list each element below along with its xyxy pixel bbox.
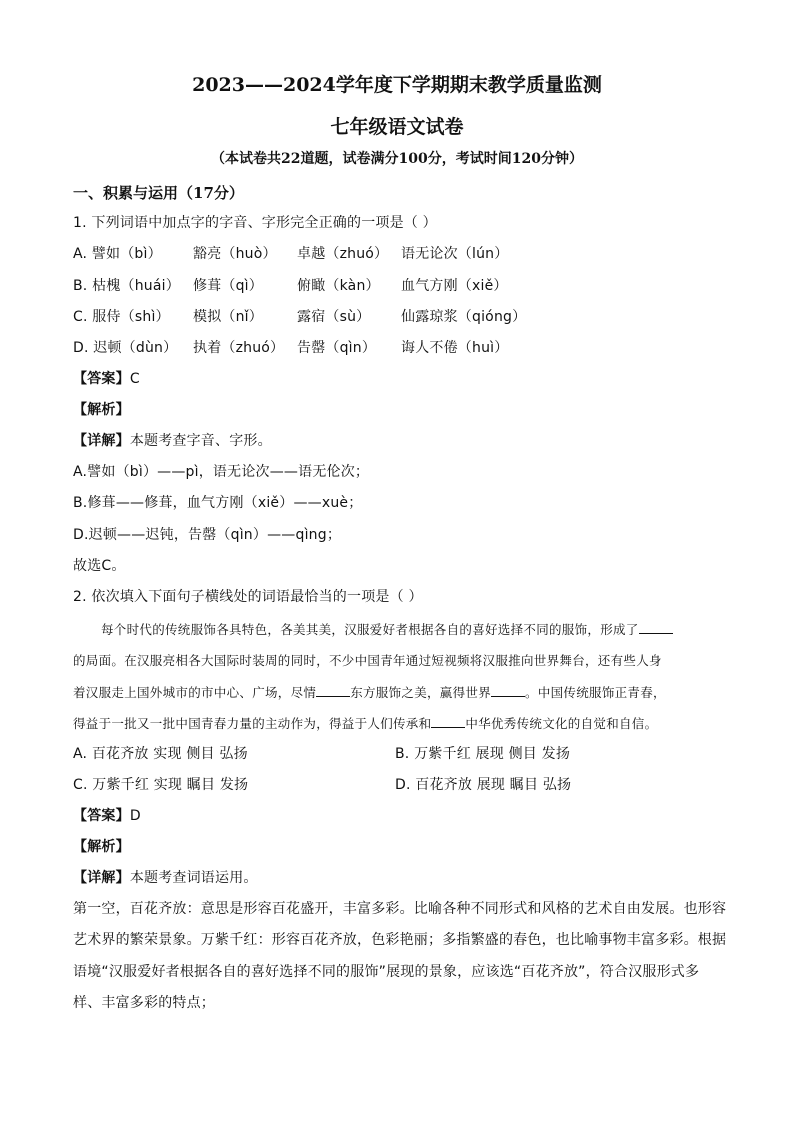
exam-note: （本试卷共22道题，试卷满分100分，考试时间120分钟） [211, 151, 583, 167]
question-2-options-row [73, 775, 571, 795]
option-cell: 语无论次（lún） [401, 246, 509, 262]
detail-line: B.修葺——修葺，血气方刚（xiě）——xuè； [73, 495, 363, 511]
passage-text: 东方服饰之美，赢得世界 [350, 685, 492, 700]
answer-value: D [129, 808, 141, 824]
question-2-answer [73, 806, 141, 826]
passage-line [101, 620, 673, 640]
passage-text: 每个时代的传统服饰各具特色，各美其美，汉服爱好者根据各自的喜好选择不同的服饰，形成了 [101, 622, 639, 637]
fill-blank [316, 684, 350, 697]
detail-line: 样、丰富多彩的特点； [73, 995, 215, 1011]
option-cell: B. 枯槐（huái） [73, 278, 180, 294]
question-1-answer [73, 369, 140, 389]
answer-value: C [129, 371, 140, 387]
question-2-options-row [73, 744, 570, 764]
passage-text: 着汉服走上国外城市的市中心、广场，尽情 [73, 685, 317, 700]
passage-line [73, 683, 666, 703]
detail-line: 语境“汉服爱好者根据各自的喜好选择不同的服饰”展现的景象，应该选“百花齐放”，符合汉服形式多 [73, 964, 700, 980]
fill-blank [491, 684, 525, 697]
option-cell: 模拟（nǐ） [193, 309, 263, 325]
option-cell: C. 服侍（shì） [73, 309, 170, 325]
detail-intro: 本题考查词语运用。 [129, 870, 258, 886]
option-cell: A. 譬如（bì） [73, 246, 162, 262]
option-b: B. 万紫千红 展现 侧目 发扬 [395, 746, 571, 762]
question-1-stem: 1. 下列词语中加点字的字音、字形完全正确的一项是（ ） [73, 215, 437, 231]
option-cell: 豁亮（huò） [193, 246, 277, 262]
question-2-analysis-label [73, 837, 130, 857]
option-cell: 仙露琼浆（qióng） [401, 309, 527, 325]
detail-line: 故选C。 [73, 558, 126, 574]
detail-label: 【详解】 [73, 870, 130, 886]
option-cell: 诲人不倦（huì） [401, 340, 509, 356]
exam-subtitle: 七年级语文试卷 [330, 116, 464, 138]
fill-blank [639, 621, 673, 634]
option-cell: 俯瞰（kàn） [297, 278, 380, 294]
detail-label: 【详解】 [73, 433, 130, 449]
passage-text: 得益于一批又一批中国青春力量的主动作为，得益于人们传承和 [73, 716, 432, 731]
detail-line: A.譬如（bì）——pì，语无论次——语无伦次； [73, 464, 370, 480]
analysis-label: 【解析】 [73, 839, 130, 855]
question-1-option-c [73, 307, 526, 327]
detail-intro: 本题考查字音、字形。 [129, 433, 272, 449]
detail-line: 艺术界的繁荣景象。万紫千红：形容百花齐放，色彩艳丽；多指繁盛的春色，也比喻事物丰富多彩。根据 [73, 932, 727, 948]
detail-line: 第一空，百花齐放：意思是形容百花盛开，丰富多彩。比喻各种不同形式和风格的艺术自由发展。也形容 [73, 901, 727, 917]
answer-label: 【答案】 [73, 808, 130, 824]
option-cell: 血气方刚（xiě） [401, 278, 508, 294]
option-cell: 修葺（qì） [193, 278, 263, 294]
passage-text: 。中国传统服饰正青春， [525, 685, 666, 700]
exam-title: 2023——2024学年度下学期期末教学质量监测 [192, 74, 602, 96]
detail-line: D.迟顿——迟钝，告罄（qìn）——qìng； [73, 527, 342, 543]
option-cell: 露宿（sù） [297, 309, 371, 325]
option-c: C. 万紫千红 实现 瞩目 发扬 [73, 777, 249, 793]
option-cell: 执着（zhuó） [193, 340, 285, 356]
answer-label: 【答案】 [73, 371, 130, 387]
option-a: A. 百花齐放 实现 侧目 弘扬 [73, 746, 248, 762]
question-1-option-d [73, 338, 508, 358]
question-1-detail [73, 431, 272, 451]
question-2-detail [73, 868, 258, 888]
fill-blank [431, 715, 465, 728]
analysis-label: 【解析】 [73, 402, 130, 418]
question-1-option-b [73, 276, 508, 296]
passage-line [73, 651, 662, 671]
question-2-stem: 2. 依次填入下面句子横线处的词语最恰当的一项是（ ） [73, 589, 423, 605]
passage-text: 的局面。在汉服亮相各大国际时装周的同时，不少中国青年通过短视频将汉服推向世界舞台，还有些人身 [73, 653, 662, 668]
passage-line [73, 714, 657, 734]
question-1-option-a [73, 244, 508, 264]
option-cell: 告罄（qìn） [297, 340, 377, 356]
passage-text: 中华优秀传统文化的自觉和自信。 [465, 716, 658, 731]
section-heading: 一、积累与运用（17分） [73, 184, 244, 202]
question-1-analysis-label [73, 400, 130, 420]
option-cell: D. 迟顿（dùn） [73, 340, 178, 356]
option-d: D. 百花齐放 展现 瞩目 弘扬 [395, 777, 572, 793]
option-cell: 卓越（zhuó） [297, 246, 389, 262]
